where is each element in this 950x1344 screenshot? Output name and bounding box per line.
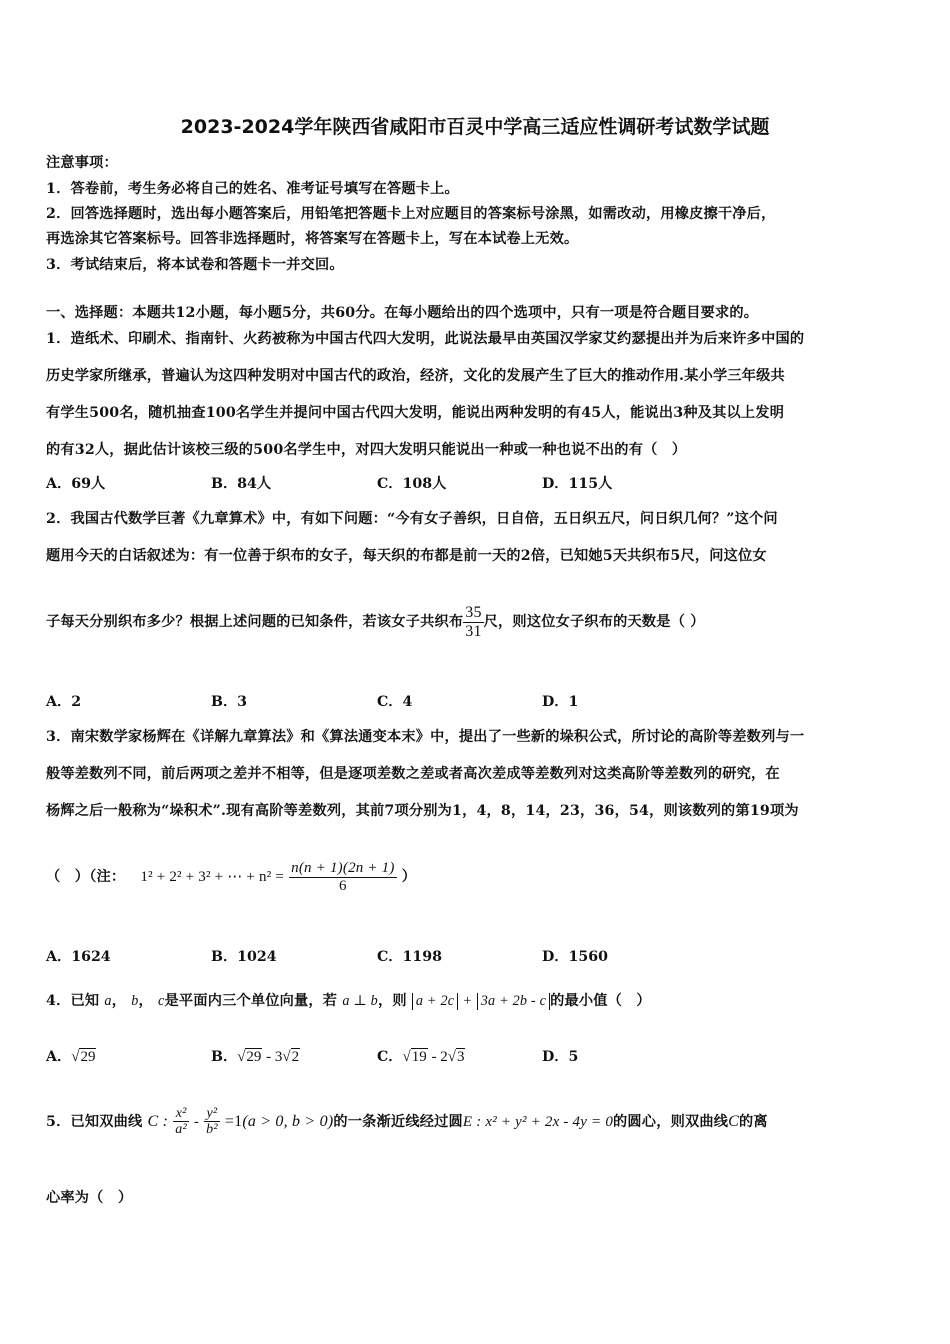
option-a[interactable]: A．1624 <box>46 949 111 965</box>
option-b[interactable]: B．1024 <box>211 949 277 965</box>
radicand: 2 <box>291 1049 300 1065</box>
q2-line3-after: 尺，则这位女子织布的天数是（ ） <box>483 614 705 631</box>
fraction-denominator: a² <box>175 1122 187 1138</box>
sqrt-3: √3 <box>447 1049 465 1065</box>
circle-equation: E : x² + y² + 2x - 4y = 0 <box>462 1113 614 1130</box>
x-term-fraction <box>173 1106 189 1138</box>
hyperbola-condition: (a > 0, b > 0) <box>242 1112 334 1130</box>
notice-item: 1．答卷前，考生务必将自己的姓名、准考证号填写在答题卡上。 <box>46 181 459 197</box>
q5-text-line <box>46 1106 916 1138</box>
q3-text-line: 般等差数列不同，前后两项之差并不相等，但是逐项差数之差或者高次差成等差数列对这类高阶等差数列的研究，在 <box>46 766 780 782</box>
sqrt-29: √29 <box>237 1049 262 1065</box>
q1-text-line: 1．造纸术、印刷术、指南针、火药被称为中国古代四大发明，此说法最早由英国汉学家艾约瑟提出并为后来许多中国的 <box>46 331 805 347</box>
fraction-numerator: x² <box>173 1106 189 1122</box>
option-c[interactable]: C．108人 <box>377 476 447 492</box>
sqrt-2: √2 <box>282 1049 300 1065</box>
option-c-label: C． <box>377 1049 403 1065</box>
notice-item: 3．考试结束后，将本试卷和答题卡一并交回。 <box>46 257 344 273</box>
minus-coefficient: - 3 <box>262 1049 283 1065</box>
sum-of-squares-fraction <box>289 860 396 894</box>
option-b[interactable] <box>211 1046 300 1066</box>
q2-text-line <box>46 604 916 640</box>
plus-sign: + <box>463 993 472 1009</box>
y-term-fraction <box>204 1106 220 1138</box>
option-a[interactable] <box>46 1046 96 1066</box>
q2-text-line: 2．我国古代数学巨著《九章算术》中，有如下问题：“今有女子善织，日自倍，五日织五尺，问日织几何？”这个问 <box>46 511 778 527</box>
option-d[interactable]: D．5 <box>542 1049 579 1065</box>
equals-one: =1 <box>224 1112 243 1130</box>
abs-expression-1: a + 2c <box>412 993 458 1010</box>
option-d[interactable]: D．1560 <box>542 949 608 965</box>
q4-prefix: 4．已知 <box>46 993 100 1009</box>
q2-text-line: 题用今天的白话叙述为：有一位善于织布的女子，每天织的布都是前一天的2倍，已知她5天共织布5尺，问这位女 <box>46 548 767 564</box>
option-b-label: B． <box>211 1049 238 1065</box>
minus-coefficient: - 2 <box>427 1049 448 1065</box>
q1-text-line: 有学生500名，随机抽查100名学生并提问中国古代四大发明，能说出两种发明的有45人，能说出3种及其以上发明 <box>46 405 785 421</box>
option-b[interactable]: B．84人 <box>211 476 272 492</box>
sum-of-squares-lhs: 1² + 2² + 3² + ⋯ + n² = <box>140 869 285 885</box>
fraction-denominator: 31 <box>465 622 482 640</box>
q3-note-line <box>46 860 916 894</box>
radicand: 29 <box>80 1049 96 1065</box>
option-b[interactable]: B．3 <box>211 694 248 710</box>
option-c[interactable]: C．4 <box>377 694 413 710</box>
notice-heading: 注意事项： <box>46 155 118 171</box>
section-heading: 一、选择题：本题共12小题，每小题5分，共60分。在每小题给出的四个选项中，只有一项是符合题目要求的。 <box>46 305 759 321</box>
q2-line3-before: 子每天分别织布多少？根据上述问题的已知条件，若该女子共织布 <box>46 614 464 631</box>
q5-tail: 的离 <box>739 1113 768 1130</box>
sqrt-29: √29 <box>71 1049 96 1065</box>
option-c[interactable] <box>377 1046 465 1066</box>
q5-mid2: 的圆心，则双曲线 <box>613 1113 729 1130</box>
notice-item: 再选涂其它答案标号。回答非选择题时，将答案写在答题卡上，写在本试卷上无效。 <box>46 231 579 247</box>
option-c[interactable]: C．1198 <box>377 949 442 965</box>
hyperbola-name: C : <box>147 1112 169 1130</box>
minus-sign: - <box>194 1113 199 1130</box>
radicand: 3 <box>456 1049 465 1065</box>
perpendicular-condition: a ⊥ b <box>342 993 378 1009</box>
notice-item: 2．回答选择题时，选出每小题答案后，用铅笔把答题卡上对应题目的答案标号涂黑，如需改动，用橡皮擦干净后， <box>46 206 776 222</box>
curve-c: C <box>728 1112 740 1130</box>
option-a[interactable]: A．69人 <box>46 476 106 492</box>
q1-text-line: 的有32人，据此估计该校三级的500名学生中，对四大发明只能说出一种或一种也说不出的有（ ） <box>46 442 687 458</box>
vector-c: c <box>158 993 165 1009</box>
fraction-numerator: n(n + 1)(2n + 1) <box>291 860 395 876</box>
q3-note-prefix: （ ）（注： <box>46 869 126 885</box>
option-d[interactable]: D．1 <box>542 694 579 710</box>
radicand: 19 <box>411 1049 427 1065</box>
q3-text-line: 杨辉之后一般称为“垛积术”.现有高阶等差数列，其前7项分别为1，4，8，14，23，36，54，则该数列的第19项为 <box>46 803 799 819</box>
option-a-label: A． <box>46 1049 72 1065</box>
vector-a: a <box>104 993 112 1009</box>
q3-text-line: 3．南宋数学家杨辉在《详解九章算法》和《算法通变本末》中，提出了一些新的垛积公式，所讨论的高阶等差数列与一 <box>46 729 805 745</box>
q5-text-line: 心率为（ ） <box>46 1190 133 1206</box>
fraction-numerator: y² <box>204 1106 220 1122</box>
page-title: 2023-2024学年陕西省咸阳市百灵中学高三适应性调研考试数学试题 <box>180 116 770 138</box>
q5-mid: 的一条渐近线经过圆 <box>333 1113 463 1130</box>
q4-suffix: 的最小值（ ） <box>550 993 651 1009</box>
q2-fraction <box>463 604 483 640</box>
option-a[interactable]: A．2 <box>46 694 82 710</box>
fraction-numerator: 35 <box>465 604 482 621</box>
q4-then: ，则 <box>377 993 407 1009</box>
q5-prefix: 5．已知双曲线 <box>46 1113 143 1130</box>
q4-mid: 是平面内三个单位向量，若 <box>164 993 338 1009</box>
fraction-denominator: 6 <box>339 877 347 894</box>
abs-expression-2: 3a + 2b - c <box>477 993 550 1010</box>
q4-text-line: 4．已知 a， b， c是平面内三个单位向量，若 a ⊥ b，则 a + 2c + 3a + 2b - c 的最小值（ ） <box>46 993 651 1009</box>
sqrt-19: √19 <box>402 1049 427 1065</box>
vector-b: b <box>131 993 139 1009</box>
fraction-denominator: b² <box>206 1122 218 1138</box>
q3-note-suffix: ） <box>401 869 417 885</box>
radicand: 29 <box>246 1049 262 1065</box>
q1-text-line: 历史学家所继承，普遍认为这四种发明对中国古代的政治，经济，文化的发展产生了巨大的推动作用.某小学三年级共 <box>46 368 785 384</box>
option-d[interactable]: D．115人 <box>542 476 613 492</box>
